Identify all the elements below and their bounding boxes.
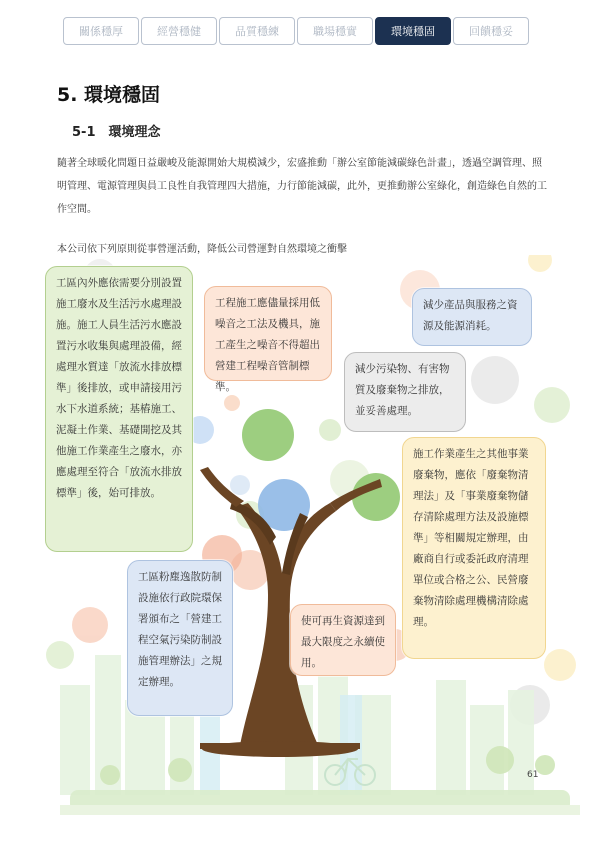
- principle-recycle: [290, 604, 396, 676]
- tab-relations[interactable]: 關係穩厚: [63, 17, 139, 45]
- principle-waste: [402, 437, 546, 659]
- page-number: 61: [527, 770, 539, 780]
- principle-dust: [127, 560, 233, 716]
- principle-resources-text: 減少產品與服務之資源及能源消耗。: [423, 299, 518, 332]
- principle-pollutants-text: 減少污染物、有害物質及廢棄物之排放，並妥善處理。: [355, 363, 450, 417]
- principle-recycle-text: 使可再生資源達到最大限度之永續使用。: [301, 615, 385, 669]
- principle-resources: [412, 288, 532, 346]
- principle-dust-text: 工區粉塵逸散防制設施依行政院環保署頒布之「營建工程空氣污染防制設施管理辦法」之規定辦理。: [138, 571, 222, 688]
- tab-operations[interactable]: 經營穩健: [141, 17, 217, 45]
- principle-waste-text: 施工作業產生之其他事業廢棄物，應依「廢棄物清理法」及「事業廢棄物儲存清除處理方法及設施標準」等相關規定辦理，由廠商自行或委託政府清理單位或合格之公、民營廢棄物清除處理機構清除處理。: [413, 448, 529, 628]
- principle-noise: [204, 286, 332, 393]
- page-title: 5. 環境穩固: [57, 84, 161, 106]
- tab-feedback[interactable]: 回饋穩妥: [453, 17, 529, 45]
- tab-quality[interactable]: 品質穩練: [219, 17, 295, 45]
- principle-wastewater-text: 工區內外應依需要分別設置施工廢水及生活污水處理設施。施工人員生活污水應設置污水收集與處理設備，經處理水質達「放流水排放標準」後排放，或申請接用污水下水道系統；基樁施工、泥凝土作業、基礎開挖及其他施工作業產生之廢水，亦應處理至符合「放流水排放標準」後，始可排放。: [56, 277, 182, 499]
- principles-intro: 本公司依下列原則從事營運活動，降低公司營運對自然環境之衝擊: [57, 244, 347, 255]
- section-tabs: [63, 17, 529, 47]
- principle-wastewater: [45, 266, 193, 552]
- section-subtitle: 5-1 環境理念: [72, 125, 161, 140]
- principle-pollutants: [344, 352, 466, 432]
- tab-workplace[interactable]: 職場穩實: [297, 17, 373, 45]
- body-paragraph: 隨著全球暖化問題日益嚴峻及能源開始大規模減少，宏盛推動「辦公室節能減碳綠色計畫」，透過空調管理、照明管理、電源管理與員工良性自我管理四大措施，力行節能減碳，此外，更推動辦公室綠化，創造綠色自然的工作空間。: [57, 158, 547, 215]
- principle-noise-text: 工程施工應儘量採用低噪音之工法及機具，施工產生之噪音不得超出營建工程噪音管制標準。: [215, 297, 320, 393]
- tab-environment[interactable]: 環境穩固: [375, 17, 451, 45]
